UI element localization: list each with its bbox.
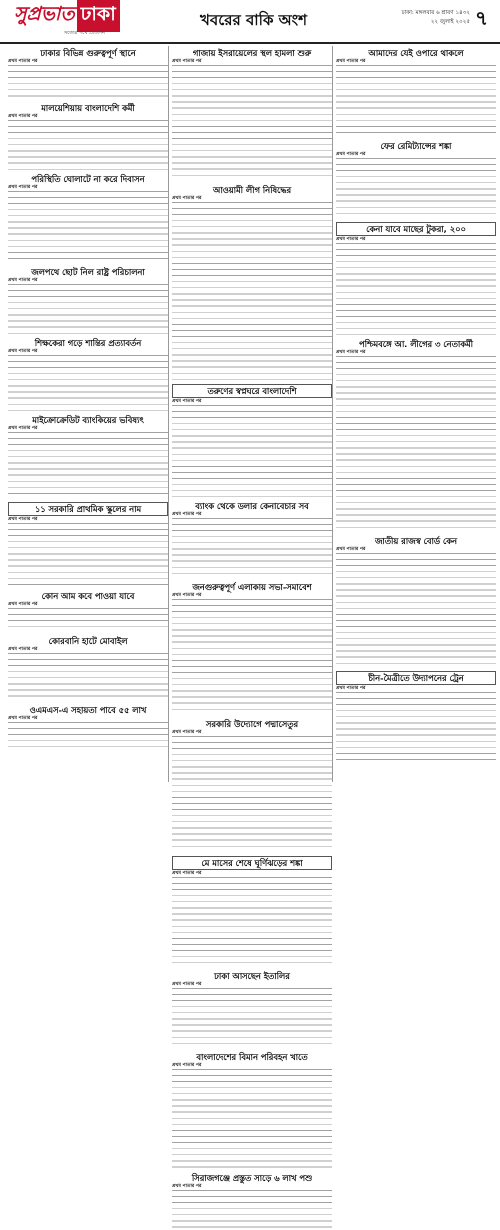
story-headline[interactable]: পশ্চিমবঙ্গে আ. লীগের ৩ নেতাকর্মী: [358, 339, 474, 349]
story-headline[interactable]: কেনা যাবে মাছের টুকরা, ২০০: [336, 222, 496, 236]
story-byline: প্রথম পাতার পর: [8, 716, 38, 721]
column-2: [172, 46, 332, 1189]
news-story: [172, 185, 332, 380]
story-byline: প্রথম পাতার পর: [336, 686, 366, 691]
news-story: [8, 48, 168, 99]
story-body-text: [172, 405, 332, 497]
story-headline[interactable]: জলপথে ছোট নিল রাষ্ট্র পরিচালনা: [31, 267, 145, 277]
story-body-text: [336, 65, 496, 137]
story-headline[interactable]: ব্যাংক থেকে ডলার কেনাবেচার সব: [195, 501, 309, 511]
news-story: [336, 536, 496, 667]
page-number: ৭: [475, 6, 489, 30]
column-divider: [332, 46, 333, 782]
news-story: [336, 671, 496, 764]
news-story: [8, 338, 168, 411]
section-title: খবরের বাকি অংশ: [200, 11, 307, 29]
logo-text-right: ঢাকা: [77, 0, 120, 32]
story-headline[interactable]: ১১ সরকারি প্রাথমিক স্কুলের নাম: [8, 502, 168, 516]
story-body-text: [8, 191, 168, 263]
story-byline: প্রথম পাতার পর: [336, 59, 366, 64]
story-headline[interactable]: মাইক্রোক্রেডিট ব্যাংকিয়ের ভবিষ্যৎ: [32, 415, 144, 425]
news-story: [172, 856, 332, 967]
story-byline: প্রথম পাতার পর: [8, 59, 38, 64]
logo-text-left: সুপ্রভাত: [14, 3, 75, 25]
news-story: [8, 591, 168, 632]
story-headline[interactable]: মে মাসের শেষে ঘূর্ণিঝড়ের শঙ্কা: [172, 856, 332, 870]
story-headline[interactable]: ঢাকার বিভিন্ন গুরুত্বপূর্ণ স্থানে: [40, 48, 136, 58]
story-body-text: [8, 722, 168, 752]
news-story: [172, 971, 332, 1048]
masthead: [0, 0, 500, 44]
story-byline: প্রথম পাতার পর: [172, 1063, 202, 1068]
story-body-text: [8, 355, 168, 411]
story-byline: প্রথম পাতার পর: [8, 517, 38, 522]
story-headline[interactable]: সরকারি উদ্যোগে পদ্মাসেতুর: [205, 719, 299, 729]
news-story: [8, 502, 168, 587]
story-body-text: [336, 158, 496, 218]
news-story: [8, 103, 168, 170]
story-byline: প্রথম পাতার পর: [8, 114, 38, 119]
story-body-text: [172, 65, 332, 181]
story-byline: প্রথম পাতার পর: [8, 349, 38, 354]
story-headline[interactable]: কোরবানি হাটে মোবাইল: [48, 636, 128, 646]
story-headline[interactable]: সিরাজগঞ্জে প্রস্তুত সাড়ে ৬ লাখ পশু: [191, 1173, 313, 1183]
story-body-text: [8, 65, 168, 99]
story-body-text: [172, 1069, 332, 1169]
story-body-text: [336, 356, 496, 532]
news-story: [8, 705, 168, 752]
story-body-text: [336, 553, 496, 667]
story-byline: প্রথম পাতার পর: [172, 730, 202, 735]
story-body-text: [8, 653, 168, 701]
story-headline[interactable]: ওএমএস-এ সহায়তা পাবে ৫৫ লাখ: [29, 705, 147, 715]
news-story: [172, 582, 332, 715]
story-headline[interactable]: শিক্ষকেরা গড়ে শান্তির প্রত্যাবর্তন: [34, 338, 142, 348]
story-body-text: [172, 877, 332, 967]
story-headline[interactable]: ফের রেমিট্যান্সের শঙ্কা: [380, 141, 452, 151]
story-headline[interactable]: পরিস্থিতি ঘোলাটে না করে দিবাসন: [31, 174, 145, 184]
story-byline: প্রথম পাতার পর: [172, 593, 202, 598]
story-body-text: [172, 202, 332, 380]
story-headline[interactable]: ঢাকা আসছেন ইতালির: [214, 971, 290, 981]
news-story: [172, 501, 332, 578]
story-byline: প্রথম পাতার পর: [172, 1184, 202, 1189]
story-byline: প্রথম পাতার পর: [8, 278, 38, 283]
story-headline[interactable]: বাংলাদেশের বিমান পরিবহন খাতে: [196, 1052, 308, 1062]
story-byline: প্রথম পাতার পর: [336, 152, 366, 157]
story-body-text: [8, 120, 168, 170]
story-byline: প্রথম পাতার পর: [336, 237, 366, 242]
newspaper-logo: [14, 4, 120, 32]
story-byline: প্রথম পাতার পর: [172, 399, 202, 404]
column-divider: [168, 46, 169, 782]
story-body-text: [172, 518, 332, 578]
news-story: [172, 1052, 332, 1169]
story-headline[interactable]: আমাদের যেই ওপারে থাকলে: [368, 48, 464, 58]
story-body-text: [336, 243, 496, 335]
story-headline[interactable]: মালয়েশিয়ায় বাংলাদেশি কর্মী: [41, 103, 135, 113]
story-body-text: [336, 692, 496, 764]
tagline: সত্যের পথে প্রতিদিন: [64, 30, 106, 36]
story-headline[interactable]: জনগুরুত্বপূর্ণ এলাকায় সভা-সমাবেশ: [192, 582, 312, 592]
dateline: [352, 9, 470, 27]
story-byline: প্রথম পাতার পর: [8, 426, 38, 431]
column-1: [8, 46, 168, 782]
story-byline: প্রথম পাতার পর: [172, 871, 202, 876]
news-story: [8, 267, 168, 334]
news-story: [172, 384, 332, 497]
news-story: [8, 415, 168, 498]
news-story: [336, 222, 496, 335]
story-byline: প্রথম পাতার পর: [8, 602, 38, 607]
date-line-bangla: ঢাকা: মঙ্গলবার ৬ শ্রাবণ ১৪৩২: [401, 10, 470, 16]
story-body-text: [172, 599, 332, 715]
news-story: [8, 174, 168, 263]
story-body-text: [172, 1190, 332, 1230]
story-byline: প্রথম পাতার পর: [8, 185, 38, 190]
news-story: [336, 48, 496, 137]
story-byline: প্রথম পাতার পর: [336, 350, 366, 355]
story-body-text: [8, 523, 168, 587]
story-byline: প্রথম পাতার পর: [172, 196, 202, 201]
story-byline: প্রথম পাতার পর: [172, 59, 202, 64]
story-headline[interactable]: চীন-মৈত্রীতে উদ্যাপনের ট্রেন: [336, 671, 496, 685]
story-headline[interactable]: আওয়ামী লীগ নিষিদ্ধের: [212, 185, 292, 195]
story-body-text: [8, 608, 168, 632]
news-story: [336, 339, 496, 532]
story-body-text: [172, 988, 332, 1048]
story-byline: প্রথম পাতার পর: [172, 512, 202, 517]
story-body-text: [172, 736, 332, 852]
news-story: [8, 636, 168, 701]
story-headline[interactable]: জাতীয় রাজস্ব বোর্ড কেন: [374, 536, 458, 546]
story-byline: প্রথম পাতার পর: [8, 647, 38, 652]
news-story: [336, 141, 496, 218]
story-body-text: [8, 284, 168, 334]
column-3: [336, 46, 496, 782]
story-headline[interactable]: তরুণের স্বপ্নঘরে বাংলাদেশি: [172, 384, 332, 398]
story-headline[interactable]: কোন আম কবে পাওয়া যাবে: [41, 591, 135, 601]
news-story: [172, 719, 332, 852]
story-body-text: [8, 432, 168, 498]
news-story: [172, 1173, 332, 1230]
story-byline: প্রথম পাতার পর: [336, 547, 366, 552]
story-byline: প্রথম পাতার পর: [172, 982, 202, 987]
date-line-english: ২২ জুলাই ২০২৫: [430, 19, 470, 25]
story-headline[interactable]: গাজায় ইসরায়েলের স্থল হামলা শুরু: [192, 48, 312, 58]
news-story: [172, 48, 332, 181]
